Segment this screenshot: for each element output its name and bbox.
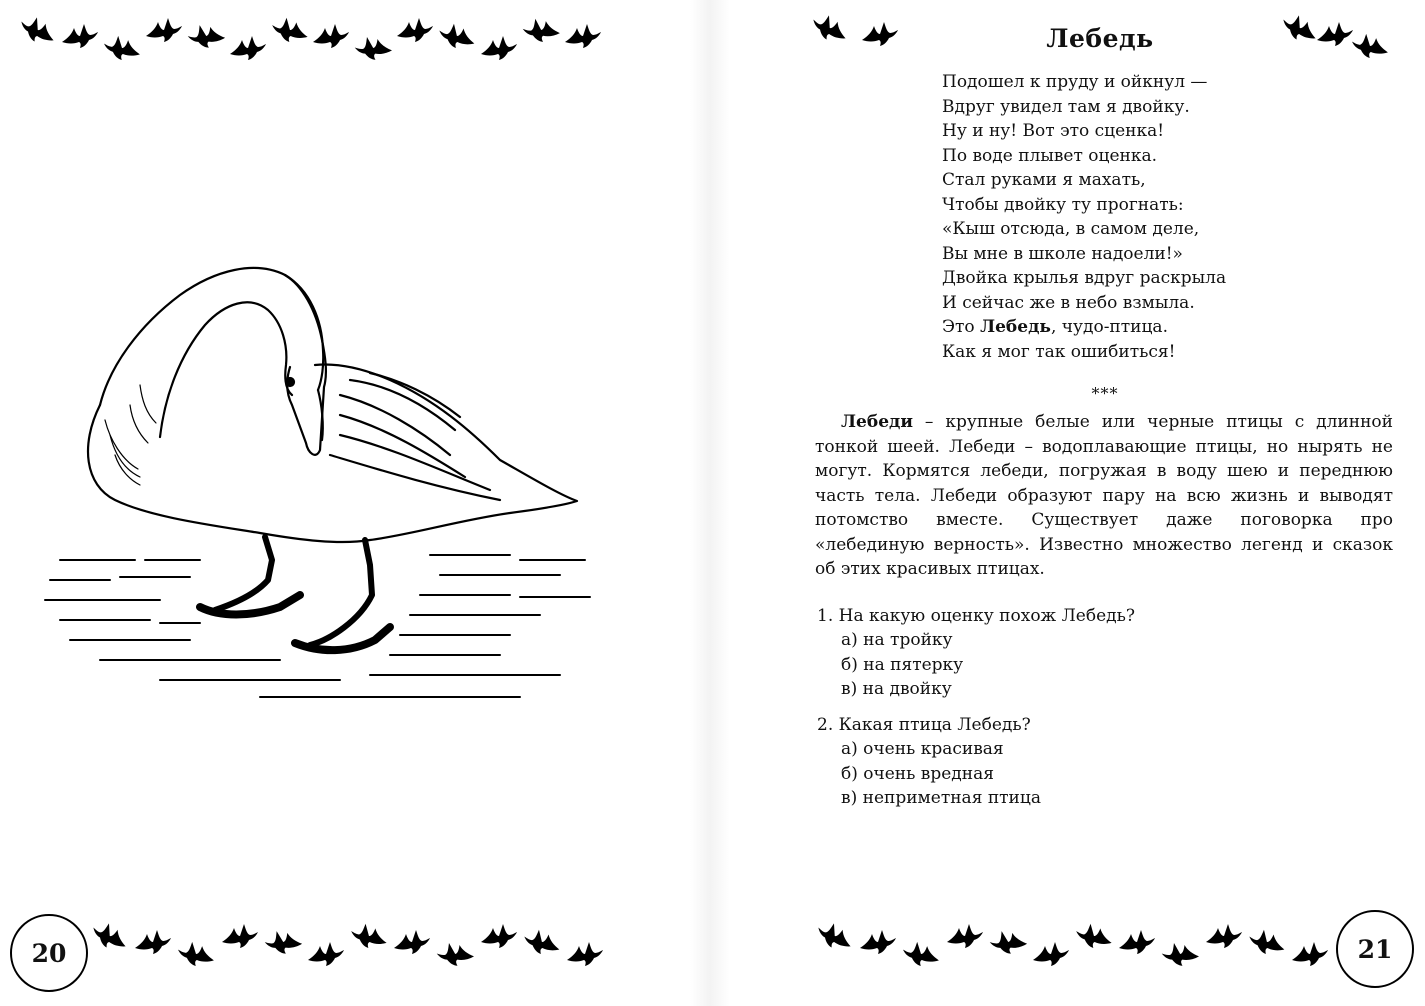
bird-silhouette-icon [311, 20, 351, 50]
bird-silhouette-icon [133, 926, 173, 956]
poem-line: Вдруг увидел там я двойку. [942, 96, 1190, 117]
bird-silhouette-icon [521, 924, 563, 957]
bird-silhouette-icon [1204, 920, 1244, 950]
top-left-bird-border [18, 14, 603, 74]
swan-illustration [40, 255, 595, 710]
bottom-right-bird-border [815, 920, 1330, 980]
book-gutter [690, 0, 730, 1006]
separator: *** [1091, 384, 1119, 403]
bird-silhouette-icon [479, 32, 519, 62]
bird-silhouette-icon [479, 920, 519, 950]
bird-silhouette-icon [436, 18, 478, 51]
page-number-right: 21 [1336, 910, 1414, 988]
answer-option: а) на тройку [841, 630, 953, 651]
bird-silhouette-icon [395, 14, 435, 44]
poem-line: Чтобы двойку ту прогнать: [942, 194, 1184, 215]
bird-silhouette-icon [1246, 924, 1288, 957]
bird-silhouette-icon [985, 922, 1031, 960]
bird-silhouette-icon [102, 32, 143, 63]
poem-line: «Кыш отсюда, в самом деле, [942, 219, 1200, 239]
bird-silhouette-icon [144, 14, 184, 44]
question-text: 2. Какая птица Лебедь? [817, 715, 1031, 735]
question-text: 1. На какую оценку похож Лебедь? [817, 606, 1135, 626]
bird-silhouette-icon [901, 938, 942, 969]
bird-silhouette-icon [519, 11, 563, 47]
bird-silhouette-icon [1031, 938, 1071, 968]
answer-option: в) на двойку [841, 678, 952, 699]
bird-silhouette-icon [945, 920, 985, 950]
page-title: Лебедь [1046, 24, 1154, 53]
bird-silhouette-icon [87, 915, 133, 954]
bird-silhouette-icon [1117, 926, 1157, 956]
bird-silhouette-icon [260, 922, 306, 960]
bird-silhouette-icon [176, 938, 217, 969]
poem-line: По воде плывет оценка. [942, 145, 1158, 166]
poem [942, 70, 1226, 364]
answer-option: б) на пятерку [841, 654, 964, 675]
answer-option: б) очень вредная [841, 763, 994, 784]
bird-silhouette-icon [1290, 938, 1330, 968]
bird-silhouette-icon [1073, 919, 1115, 951]
poem-line: Стал руками я махать, [942, 170, 1146, 190]
question-2 [817, 713, 1041, 810]
bird-silhouette-icon [306, 938, 346, 968]
bird-silhouette-icon [433, 934, 478, 971]
poem-line: Двойка крылья вдруг раскрыла [942, 268, 1227, 288]
bird-silhouette-icon [1158, 934, 1203, 971]
bird-silhouette-icon [565, 938, 605, 968]
bottom-left-bird-border [90, 920, 605, 980]
bird-silhouette-icon [351, 28, 396, 65]
bird-silhouette-icon [60, 20, 100, 50]
bird-silhouette-icon [860, 18, 900, 48]
bird-silhouette-icon [15, 9, 61, 48]
info-paragraph [815, 410, 1393, 582]
question-1 [817, 604, 1135, 701]
bird-silhouette-icon [807, 7, 853, 46]
poem-bold-word: Лебедь [980, 317, 1051, 337]
poem-line: Подошел к пруду и ойкнул — [942, 72, 1208, 92]
poem-line: Ну и ну! Вот это сценка! [942, 121, 1165, 141]
bird-silhouette-icon [563, 20, 603, 50]
bird-silhouette-icon [392, 926, 432, 956]
poem-line-part: , чудо-птица. [1050, 317, 1168, 337]
paragraph-lead: Лебеди [841, 412, 913, 432]
poem-line: Как я мог так ошибиться! [942, 341, 1176, 362]
bird-silhouette-icon [269, 13, 311, 45]
bird-silhouette-icon [220, 920, 260, 950]
bird-silhouette-icon [1350, 30, 1391, 61]
answer-option: а) очень красивая [841, 739, 1004, 760]
poem-line: И сейчас же в небо взмыла. [942, 292, 1195, 313]
poem-line-part: Это [942, 317, 981, 337]
top-right-bird-border-b [1280, 12, 1390, 72]
top-right-bird-border-a [810, 12, 900, 72]
bird-silhouette-icon [1315, 18, 1355, 48]
poem-line: Вы мне в школе надоели!» [942, 243, 1183, 264]
bird-silhouette-icon [183, 16, 229, 54]
page-number-left: 20 [10, 914, 88, 992]
answer-option: в) неприметная птица [841, 787, 1041, 808]
bird-silhouette-icon [348, 919, 390, 951]
bird-silhouette-icon [228, 32, 268, 62]
poem-line-bold-name [942, 315, 1226, 340]
paragraph-text: – крупные белые или черные птицы с длинной тонкой шеей. Лебеди – водоплавающие птицы, но нырять не могут. Кормятся лебеди, погружая в воду шею и переднюю часть тела. Лебеди образуют пару на всю жизнь и выводят потомство вместе. Существует даже поговорка про «лебединую верность». Известно множество легенд и сказок об этих красивых птицах. [815, 412, 1393, 579]
bird-silhouette-icon [858, 926, 898, 956]
bird-silhouette-icon [812, 915, 858, 954]
